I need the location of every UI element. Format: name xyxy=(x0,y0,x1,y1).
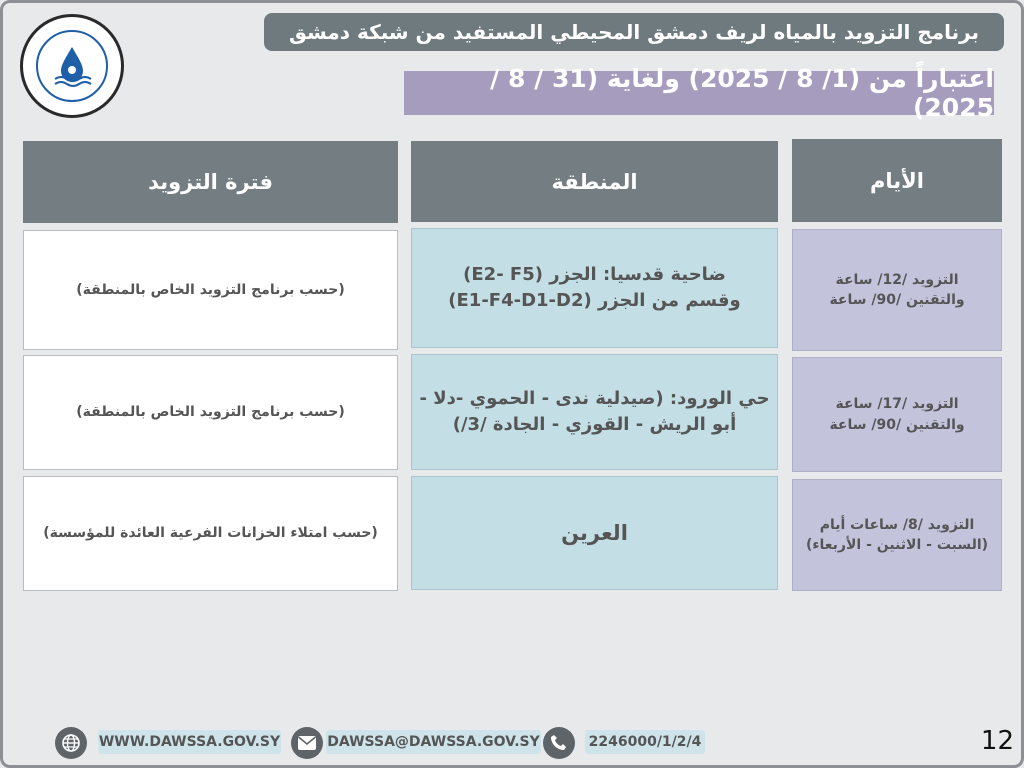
table-row-2-period: (حسب برنامج التزويد الخاص بالمنطقة) xyxy=(23,355,398,470)
date-range: اعتباراً من (1/ 8 / 2025) ولغاية (31 / 8 / 2025) xyxy=(404,71,994,115)
table-row-1-days xyxy=(792,229,1002,351)
email-link[interactable]: DAWSSA@DAWSSA.GOV.SY xyxy=(326,730,541,754)
table-row-2-days xyxy=(792,357,1002,472)
phone-number: 2246000/1/2/4 xyxy=(585,730,705,754)
mail-icon xyxy=(291,727,323,759)
table-row-1-region xyxy=(411,228,778,348)
page-title: برنامج التزويد بالمياه لريف دمشق المحيطي المستفيد من شبكة دمشق xyxy=(264,13,1004,51)
column-header-region: المنطقة xyxy=(411,141,778,222)
table-row-3-period: (حسب امتلاء الخزانات الفرعية العائدة للمؤسسة) xyxy=(23,476,398,591)
table-row-1-period: (حسب برنامج التزويد الخاص بالمنطقة) xyxy=(23,230,398,350)
region-line1: ضاحية قدسيا: الجزر (E2- F5) xyxy=(463,263,726,285)
column-header-period: فترة التزويد xyxy=(23,141,398,223)
days-line1: التزويد /12/ ساعة xyxy=(835,271,959,288)
days-line2: (السبت - الاثنين - الأربعاء) xyxy=(805,537,989,553)
column-header-days: الأيام xyxy=(792,139,1002,222)
page-number: 12 xyxy=(980,726,1014,756)
region-line2: أبو الريش - القوزي - الجادة /3/) xyxy=(452,414,737,435)
globe-icon xyxy=(55,727,87,759)
water-drop-icon xyxy=(36,30,108,102)
days-line2: والتقنين /90/ ساعة xyxy=(829,292,965,308)
days-line2: والتقنين /90/ ساعة xyxy=(829,416,965,433)
table-row-2-region xyxy=(411,354,778,470)
table-row-3-region: العرين xyxy=(411,476,778,590)
phone-icon xyxy=(543,727,575,759)
region-line2: وقسم من الجزر (E1-F4-D1-D2) xyxy=(448,290,741,311)
dawssa-logo xyxy=(20,14,124,118)
region-line1: حي الورود: (صيدلية ندى - الحموي -دلا - xyxy=(419,387,770,409)
days-line1: التزويد /8/ ساعات أيام xyxy=(819,516,975,533)
days-line1: التزويد /17/ ساعة xyxy=(835,396,959,413)
website-link[interactable]: WWW.DAWSSA.GOV.SY xyxy=(98,730,281,754)
table-row-3-days xyxy=(792,479,1002,591)
